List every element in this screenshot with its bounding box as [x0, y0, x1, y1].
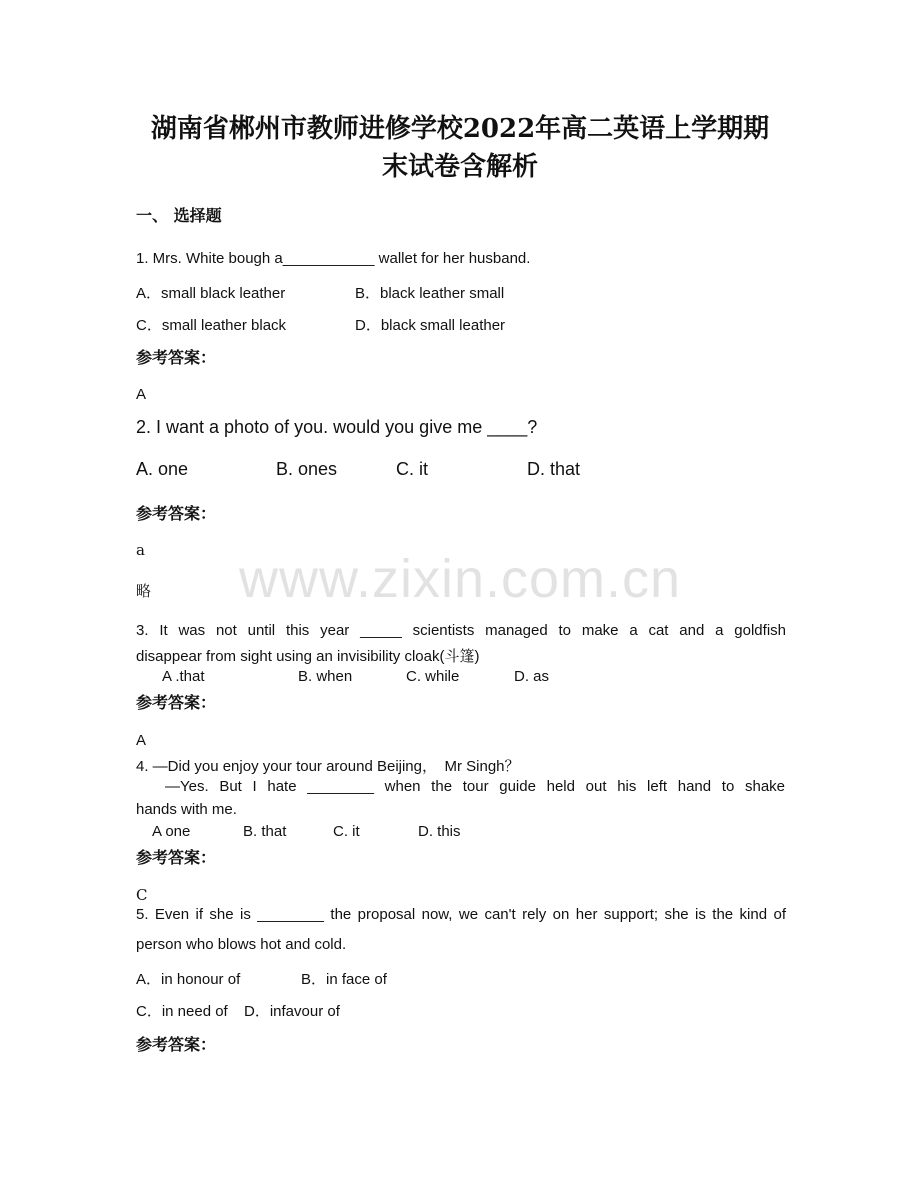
answer-label-3: 参考答案：	[136, 693, 217, 712]
question-4-option-d: D. this	[418, 823, 461, 840]
title-line-1: 湖南省郴州市教师进修学校2022年高二英语上学期期	[150, 114, 770, 144]
question-4-option-c: C. it	[333, 823, 360, 840]
question-5-option-a: A．in honour of	[136, 971, 241, 988]
question-3-option-c: C. while	[406, 668, 460, 685]
question-3-option-a: A .that	[162, 668, 205, 685]
watermark-text: www.zixin.com.cn	[238, 549, 682, 609]
question-3-option-b: B. when	[298, 668, 353, 685]
section-heading: 一、 选择题	[136, 206, 222, 225]
question-1-option-d: D．black small leather	[355, 317, 506, 334]
question-4-option-a: A one	[152, 823, 191, 840]
question-2-stem: 2. I want a photo of you. would you give me ____?	[136, 417, 538, 437]
question-1-stem: 1. Mrs. White bough a___________ wallet for her husband.	[136, 250, 531, 267]
question-2-option-b: B. ones	[276, 459, 338, 479]
question-4-stem-line-3: hands with me.	[136, 801, 237, 818]
explanation-2: 略	[136, 583, 152, 600]
answer-label-1: 参考答案：	[136, 348, 217, 367]
answer-2: a	[136, 541, 145, 559]
question-3-stem-line-1: 3. It was not until this year _____ scientists managed to make a cat and a goldfish	[136, 622, 786, 639]
answer-3: A	[136, 732, 147, 749]
question-5-option-d: D．infavour of	[244, 1003, 340, 1020]
question-1-option-c: C．small leather black	[136, 317, 287, 334]
question-5-option-b: B．in face of	[301, 971, 387, 988]
question-4-stem-line-2: —Yes. But I hate ________ when the tour guide held out his left hand to shake	[165, 778, 785, 795]
question-3-option-d: D. as	[514, 668, 550, 685]
question-5-option-c: C．in need of	[136, 1003, 228, 1020]
question-5-stem-line-2: person who blows hot and cold.	[136, 936, 347, 953]
question-5-stem-line-1: 5. Even if she is ________ the proposal now, we can't rely on her support; she is the kind of	[136, 906, 786, 923]
question-1-option-a: A．small black leather	[136, 285, 286, 302]
question-1-option-b: B．black leather small	[355, 285, 505, 302]
question-2-option-d: D. that	[527, 459, 581, 479]
answer-4: C	[136, 886, 148, 904]
question-2-option-a: A. one	[136, 459, 189, 479]
question-3-stem-line-2: disappear from sight using an invisibility cloak(斗篷)	[136, 648, 480, 665]
answer-label-2: 参考答案：	[136, 504, 217, 523]
question-2-option-c: C. it	[396, 459, 429, 479]
question-4-stem-line-1: 4. —Did you enjoy your tour around Beijing， Mr Singh？	[136, 758, 520, 775]
title-line-2: 末试卷含解析	[381, 152, 538, 182]
question-4-option-b: B. that	[243, 823, 287, 840]
answer-label-5: 参考答案：	[136, 1035, 217, 1054]
answer-label-4: 参考答案：	[136, 848, 217, 867]
answer-1: A	[136, 386, 147, 403]
